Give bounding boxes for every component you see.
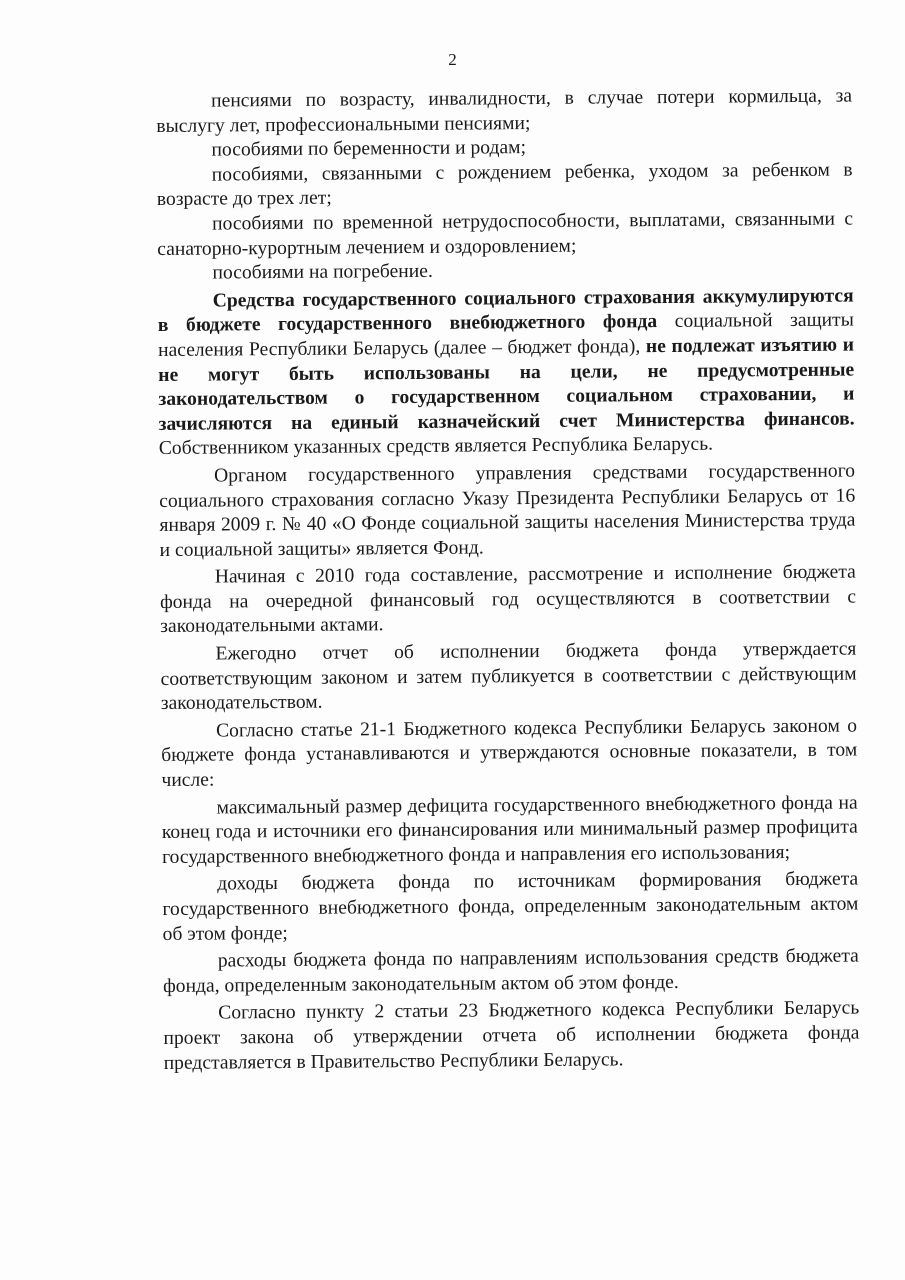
text-run: социальной защиты населения Республики Беларусь (далее – бюджет фонда), [157, 309, 854, 361]
paragraph [163, 945, 859, 1000]
paragraph [157, 207, 853, 262]
bold-text-run: Средства государственного социального страхования аккумулируются в бюджете государственного внебюджетного фонда [157, 285, 854, 337]
paragraph [158, 284, 855, 462]
text-run: максимальный размер дефицита государственного внебюджетного фонда на конец года и источники его финансирования или минимальный размер профицита государственного внебюджетного фонда и направления его использования; [161, 792, 858, 868]
paragraph [156, 85, 852, 140]
text-run: Согласно статье 21-1 Бюджетного кодекса Республики Беларусь законом о бюджете фонда устанавливаются и утверждаются основные показатели, в том числе: [161, 715, 858, 792]
text-run: пособиями на погребение. [212, 260, 433, 284]
text-run: расходы бюджета фонда по направлениям использования средств бюджета фонда, определенным законодательным актом об этом фонде. [162, 945, 859, 997]
text-run: Согласно пункту 2 статьи 23 Бюджетного кодекса Республики Беларусь проект закона об утверждении отчета об исполнении бюджета фонда представляется в Правительство Республики Беларусь. [163, 997, 860, 1074]
paragraph [162, 791, 859, 870]
paragraph [161, 714, 858, 793]
page-number: 2 [448, 50, 457, 69]
paragraph [163, 997, 860, 1076]
text-run: Собственником указанных средств является Республика Беларусь. [158, 433, 714, 460]
text-run: Ежегодно отчет об исполнении бюджета фонда утверждается соответствующим законом и затем публикуется в соответствии с действующим законодательством. [160, 638, 857, 715]
document-body [156, 85, 860, 1077]
text-run: пособиями, связанными с рождением ребенка, уходом за ребенком в возрасте до трех лет; [156, 159, 853, 211]
paragraph [160, 638, 857, 717]
paragraph [162, 868, 859, 947]
text-run: Начиная с 2010 года составление, рассмотрение и исполнение бюджета фонда на очередной финансовый год осуществляются в соответствии с законодательными актами. [159, 561, 857, 638]
paragraph [157, 257, 853, 287]
text-run: пособиями по беременности и родам; [211, 137, 527, 161]
text-run: пособиями по временной нетрудоспособности, выплатами, связанными с санаторно-курортным лечением и оздоровлением; [157, 208, 854, 260]
bold-text-run: не подлежат изъятию и не могут быть использованы на цели, не предусмотренные законодательством о государственном социальном страховании, и зачисляются на единый казначейский счет Министерства финансов. [158, 334, 855, 435]
text-run: доходы бюджета фонда по источникам формирования бюджета государственного внебюджетного фонда, определенным законодательным актом об этом фонде; [162, 868, 859, 945]
paragraph [157, 158, 853, 213]
paragraph [159, 459, 856, 563]
text-run: Органом государственного управления средствами государственного социального страхования согласно Указу Президента Республики Беларусь от 16 января 2009 г. № 40 «О Фонде социальной защиты населения Министерства труда и социальной защиты» является Фонд. [159, 460, 856, 561]
text-run: пенсиями по возрасту, инвалидности, в случае потери кормильца, за выслугу лет, профессиональными пенсиями; [156, 85, 853, 137]
paragraph [160, 561, 857, 640]
